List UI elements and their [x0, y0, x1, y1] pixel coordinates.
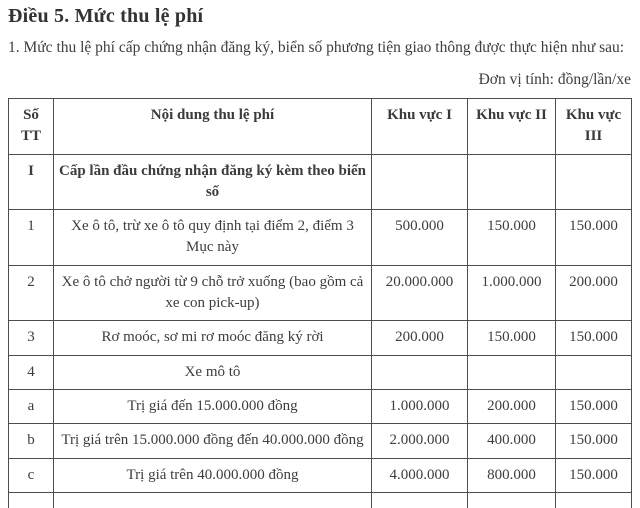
- row-value-kv2-cell: 400.000: [468, 424, 556, 458]
- row-value-kv2-cell: 150.000: [468, 321, 556, 355]
- col-header-khu-vuc-1: Khu vực I: [372, 99, 468, 155]
- row-index-cell: [9, 492, 54, 508]
- table-row: [9, 424, 632, 458]
- col-header-noi-dung: Nội dung thu lệ phí: [54, 99, 372, 155]
- row-content-cell: [54, 492, 372, 508]
- row-content-cell: Rơ moóc, sơ mi rơ moóc đăng ký rời: [54, 321, 372, 355]
- row-value-kv2-cell: [468, 492, 556, 508]
- row-value-kv2-cell: 800.000: [468, 458, 556, 492]
- row-content-cell: Trị giá đến 15.000.000 đồng: [54, 389, 372, 423]
- row-value-kv3-cell: 150.000: [556, 458, 632, 492]
- col-header-khu-vuc-3: Khu vực III: [556, 99, 632, 155]
- row-value-kv1-cell: 200.000: [372, 321, 468, 355]
- row-value-kv2-cell: 150.000: [468, 210, 556, 266]
- row-value-kv1-cell: 2.000.000: [372, 424, 468, 458]
- article-heading: Điều 5. Mức thu lệ phí: [8, 5, 204, 27]
- row-value-kv1-cell: [372, 154, 468, 210]
- row-value-kv3-cell: [556, 154, 632, 210]
- row-value-kv2-cell: 200.000: [468, 389, 556, 423]
- row-value-kv3-cell: 150.000: [556, 321, 632, 355]
- row-value-kv1-cell: [372, 355, 468, 389]
- row-value-kv2-cell: [468, 154, 556, 210]
- table-header-row: [9, 99, 632, 155]
- col-header-so-tt: Số TT: [9, 99, 54, 155]
- row-value-kv3-cell: [556, 355, 632, 389]
- table-row-partial: [9, 492, 632, 508]
- row-value-kv2-cell: [468, 355, 556, 389]
- row-value-kv1-cell: 20.000.000: [372, 265, 468, 321]
- row-index-cell: I: [9, 154, 54, 210]
- row-index-cell: c: [9, 458, 54, 492]
- row-value-kv3-cell: [556, 492, 632, 508]
- table-row: [9, 355, 632, 389]
- row-index-cell: 4: [9, 355, 54, 389]
- row-index-cell: 1: [9, 210, 54, 266]
- row-value-kv3-cell: 150.000: [556, 210, 632, 266]
- row-value-kv1-cell: 500.000: [372, 210, 468, 266]
- row-index-cell: 2: [9, 265, 54, 321]
- fee-table: [8, 98, 632, 508]
- col-header-khu-vuc-2: Khu vực II: [468, 99, 556, 155]
- row-value-kv1-cell: 1.000.000: [372, 389, 468, 423]
- row-content-cell: Trị giá trên 15.000.000 đồng đến 40.000.000 đồng: [54, 424, 372, 458]
- row-content-cell: Xe ô tô chở người từ 9 chỗ trở xuống (bao gồm cả xe con pick-up): [54, 265, 372, 321]
- row-index-cell: 3: [9, 321, 54, 355]
- table-row: [9, 210, 632, 266]
- row-content-cell: Trị giá trên 40.000.000 đồng: [54, 458, 372, 492]
- table-row: [9, 458, 632, 492]
- unit-note: Đơn vị tính: đồng/lần/xe: [478, 71, 631, 88]
- row-value-kv3-cell: 200.000: [556, 265, 632, 321]
- row-content-cell: Cấp lần đầu chứng nhận đăng ký kèm theo biển số: [54, 154, 372, 210]
- table-row: [9, 154, 632, 210]
- table-row: [9, 321, 632, 355]
- row-value-kv2-cell: 1.000.000: [468, 265, 556, 321]
- row-index-cell: b: [9, 424, 54, 458]
- row-value-kv3-cell: 150.000: [556, 389, 632, 423]
- row-value-kv1-cell: [372, 492, 468, 508]
- intro-paragraph: 1. Mức thu lệ phí cấp chứng nhận đăng ký, biển số phương tiện giao thông được thực hiện như sau:: [8, 39, 625, 56]
- row-content-cell: Xe ô tô, trừ xe ô tô quy định tại điểm 2, điểm 3 Mục này: [54, 210, 372, 266]
- row-content-cell: Xe mô tô: [54, 355, 372, 389]
- row-value-kv3-cell: 150.000: [556, 424, 632, 458]
- row-value-kv1-cell: 4.000.000: [372, 458, 468, 492]
- row-index-cell: a: [9, 389, 54, 423]
- table-row: [9, 265, 632, 321]
- table-row: [9, 389, 632, 423]
